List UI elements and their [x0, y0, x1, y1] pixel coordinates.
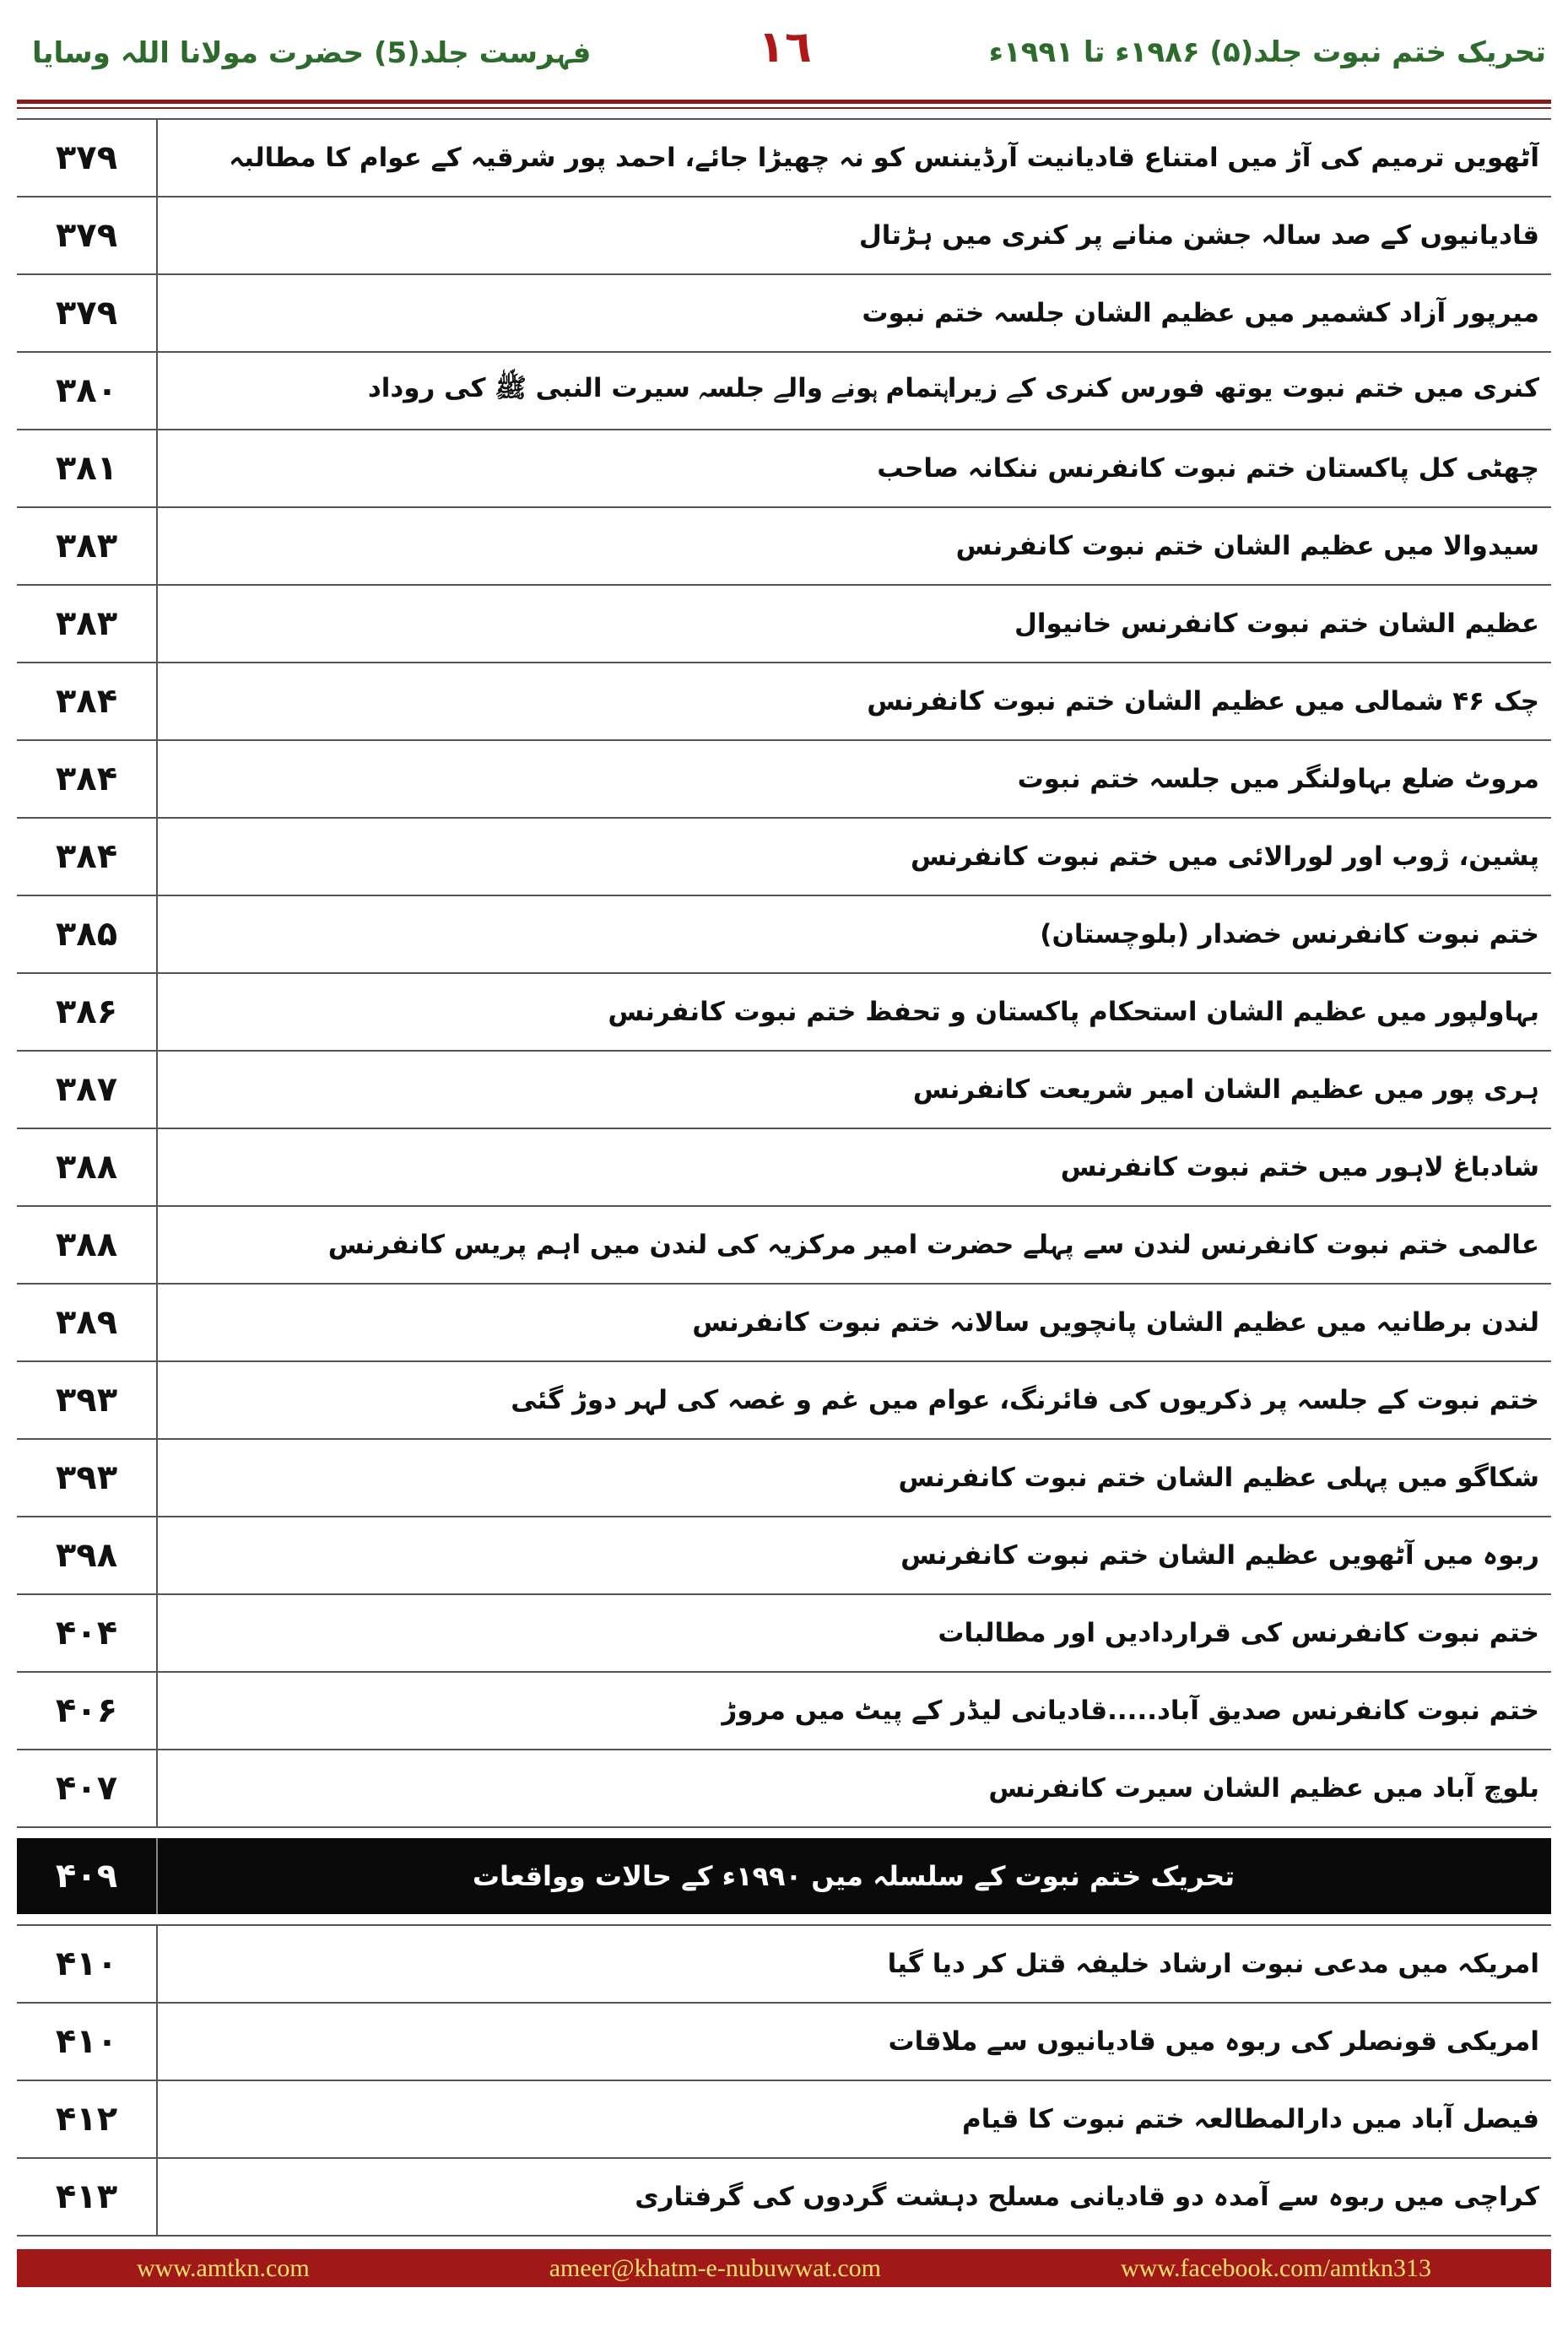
entry-title: آٹھویں ترمیم کی آڑ میں امتناع قادیانیت آرڈیننس کو نہ چھیڑا جائے، احمد پور شرقیہ کے عوام کا مطالبہ — [229, 143, 1539, 173]
toc-entry[interactable] — [17, 1285, 1551, 1362]
toc-entry[interactable] — [17, 275, 1551, 353]
entry-title: امریکی قونصلر کی ربوہ میں قادیانیوں سے ملاقات — [888, 2026, 1539, 2057]
page-header — [0, 0, 1568, 101]
entry-title: مروٹ ضلع بہاولنگر میں جلسہ ختم نبوت — [1017, 764, 1539, 794]
toc-entry[interactable] — [17, 120, 1551, 197]
entry-page-number: ۳۸۶ — [17, 974, 158, 1050]
toc-entry[interactable] — [17, 1517, 1551, 1595]
entry-title: ربوہ میں آٹھویں عظیم الشان ختم نبوت کانفرنس — [900, 1540, 1539, 1571]
toc-entry[interactable] — [17, 1052, 1551, 1129]
entry-page-number: ۳۷۹ — [17, 197, 158, 273]
toc-entry[interactable] — [17, 197, 1551, 275]
entry-page-number: ۳۷۹ — [17, 275, 158, 351]
entry-title: ختم نبوت کانفرنس کی قراردادیں اور مطالبات — [938, 1618, 1539, 1648]
header-rule-thin — [17, 107, 1551, 109]
entry-page-number: ۴۱۳ — [17, 2159, 158, 2235]
entry-title: ہری پور میں عظیم الشان امیر شریعت کانفرنس — [912, 1074, 1539, 1105]
entry-page-number: ۳۸۳ — [17, 508, 158, 584]
entry-title: شکاگو میں پہلی عظیم الشان ختم نبوت کانفرنس — [898, 1463, 1539, 1493]
entry-page-number: ۳۸۷ — [17, 1052, 158, 1128]
toc-entry[interactable] — [17, 1750, 1551, 1828]
toc-entry[interactable] — [17, 2081, 1551, 2159]
toc-entry[interactable] — [17, 353, 1551, 430]
table-of-contents — [17, 118, 1551, 2237]
toc-entry[interactable] — [17, 508, 1551, 586]
entry-title: ختم نبوت کے جلسہ پر ذکریوں کی فائرنگ، عوام میں غم و غصہ کی لہر دوڑ گئی — [511, 1385, 1539, 1415]
entry-page-number: ۳۸۴ — [17, 819, 158, 895]
toc-entry[interactable] — [17, 2159, 1551, 2237]
section-page-number: ۴۰۹ — [17, 1838, 158, 1914]
entry-page-number: ۴۰۴ — [17, 1595, 158, 1671]
entry-title: امریکہ میں مدعی نبوت ارشاد خلیفہ قتل کر دیا گیا — [887, 1949, 1539, 1979]
toc-entry[interactable] — [17, 586, 1551, 663]
entry-title: قادیانیوں کے صد سالہ جشن منانے پر کنری میں ہڑتال — [858, 220, 1539, 251]
entry-title: شادباغ لاہور میں ختم نبوت کانفرنس — [1060, 1152, 1539, 1182]
entry-title: کنری میں ختم نبوت یوتھ فورس کنری کے زیراہتمام ہونے والے جلسہ سیرت النبی ﷺ کی روداد — [367, 372, 1539, 403]
entry-title: کراچی میں ربوہ سے آمدہ دو قادیانی مسلح دہشت گردوں کی گرفتاری — [635, 2182, 1539, 2212]
section-title: تحریک ختم نبوت کے سلسلہ میں ۱۹۹۰ء کے حالات وواقعات — [472, 1860, 1235, 1892]
entry-page-number: ۳۸۳ — [17, 586, 158, 662]
entry-page-number: ۳۸۴ — [17, 663, 158, 739]
toc-entry[interactable] — [17, 2004, 1551, 2081]
toc-part-2 — [17, 1924, 1551, 2237]
entry-page-number: ۳۸۸ — [17, 1129, 158, 1205]
toc-entry[interactable] — [17, 663, 1551, 741]
book-title: تحریک ختم نبوت جلد(۵) ۱۹۸۶ء تا ۱۹۹۱ء — [988, 35, 1546, 69]
entry-title: پشین، ژوب اور لورالائی میں ختم نبوت کانفرنس — [911, 841, 1539, 872]
entry-page-number: ۴۱۰ — [17, 2004, 158, 2080]
toc-entry[interactable] — [17, 430, 1551, 508]
entry-page-number: ۳۹۸ — [17, 1517, 158, 1593]
entry-page-number: ۳۹۳ — [17, 1440, 158, 1516]
entry-page-number: ۳۸۱ — [17, 430, 158, 506]
facebook-link[interactable]: www.facebook.com/amtkn313 — [1121, 2253, 1431, 2282]
entry-title: سیدوالا میں عظیم الشان ختم نبوت کانفرنس — [955, 531, 1539, 561]
entry-title: عظیم الشان ختم نبوت کانفرنس خانیوال — [1014, 608, 1539, 639]
entry-title: میرپور آزاد کشمیر میں عظیم الشان جلسہ ختم نبوت — [862, 298, 1539, 328]
volume-index-title: فہرست جلد(5) حضرت مولانا اللہ وسایا — [32, 36, 592, 70]
toc-entry[interactable] — [17, 1673, 1551, 1750]
entry-title: ختم نبوت کانفرنس صدیق آباد.....قادیانی لیڈر کے پیٹ میں مروڑ — [722, 1696, 1539, 1726]
toc-entry[interactable] — [17, 896, 1551, 974]
entry-page-number: ۴۱۲ — [17, 2081, 158, 2157]
entry-page-number: ۴۰۶ — [17, 1673, 158, 1749]
entry-page-number: ۳۸۰ — [17, 353, 158, 429]
entry-page-number: ۳۸۵ — [17, 896, 158, 972]
header-rule-thick — [17, 100, 1551, 104]
toc-part-1 — [17, 118, 1551, 1828]
entry-title: عالمی ختم نبوت کانفرنس لندن سے پہلے حضرت امیر مرکزیہ کی لندن میں اہم پریس کانفرنس — [327, 1230, 1539, 1260]
entry-page-number: ۴۰۷ — [17, 1750, 158, 1826]
entry-page-number: ۳۸۹ — [17, 1285, 158, 1360]
entry-page-number: ۳۸۴ — [17, 741, 158, 817]
toc-entry[interactable] — [17, 819, 1551, 896]
toc-entry[interactable] — [17, 1207, 1551, 1285]
entry-page-number: ۳۹۳ — [17, 1362, 158, 1438]
email-link[interactable]: ameer@khatm-e-nubuwwat.com — [549, 2253, 881, 2282]
entry-title: ختم نبوت کانفرنس خضدار (بلوچستان) — [1040, 919, 1539, 949]
toc-entry[interactable] — [17, 1926, 1551, 2004]
page-footer — [17, 2249, 1551, 2287]
entry-title: فیصل آباد میں دارالمطالعہ ختم نبوت کا قیام — [961, 2104, 1539, 2134]
entry-title: بلوچ آباد میں عظیم الشان سیرت کانفرنس — [988, 1773, 1539, 1804]
toc-entry[interactable] — [17, 741, 1551, 819]
entry-title: چک ۴۶ شمالی میں عظیم الشان ختم نبوت کانفرنس — [867, 686, 1539, 717]
toc-entry[interactable] — [17, 1129, 1551, 1207]
entry-page-number: ۳۸۸ — [17, 1207, 158, 1283]
toc-entry[interactable] — [17, 974, 1551, 1052]
toc-entry[interactable] — [17, 1362, 1551, 1440]
website-link[interactable]: www.amtkn.com — [137, 2253, 310, 2282]
toc-entry[interactable] — [17, 1595, 1551, 1673]
entry-page-number: ۳۷۹ — [17, 120, 158, 196]
page-number: ١٦ — [758, 22, 812, 73]
toc-entry[interactable] — [17, 1440, 1551, 1517]
entry-title: چھٹی کل پاکستان ختم نبوت کانفرنس ننکانہ صاحب — [877, 453, 1539, 484]
entry-title: بہاولپور میں عظیم الشان استحکام پاکستان و تحفظ ختم نبوت کانفرنس — [608, 997, 1539, 1027]
entry-page-number: ۴۱۰ — [17, 1926, 158, 2002]
entry-title: لندن برطانیہ میں عظیم الشان پانچویں سالانہ ختم نبوت کانفرنس — [692, 1307, 1539, 1338]
section-header[interactable] — [17, 1838, 1551, 1914]
